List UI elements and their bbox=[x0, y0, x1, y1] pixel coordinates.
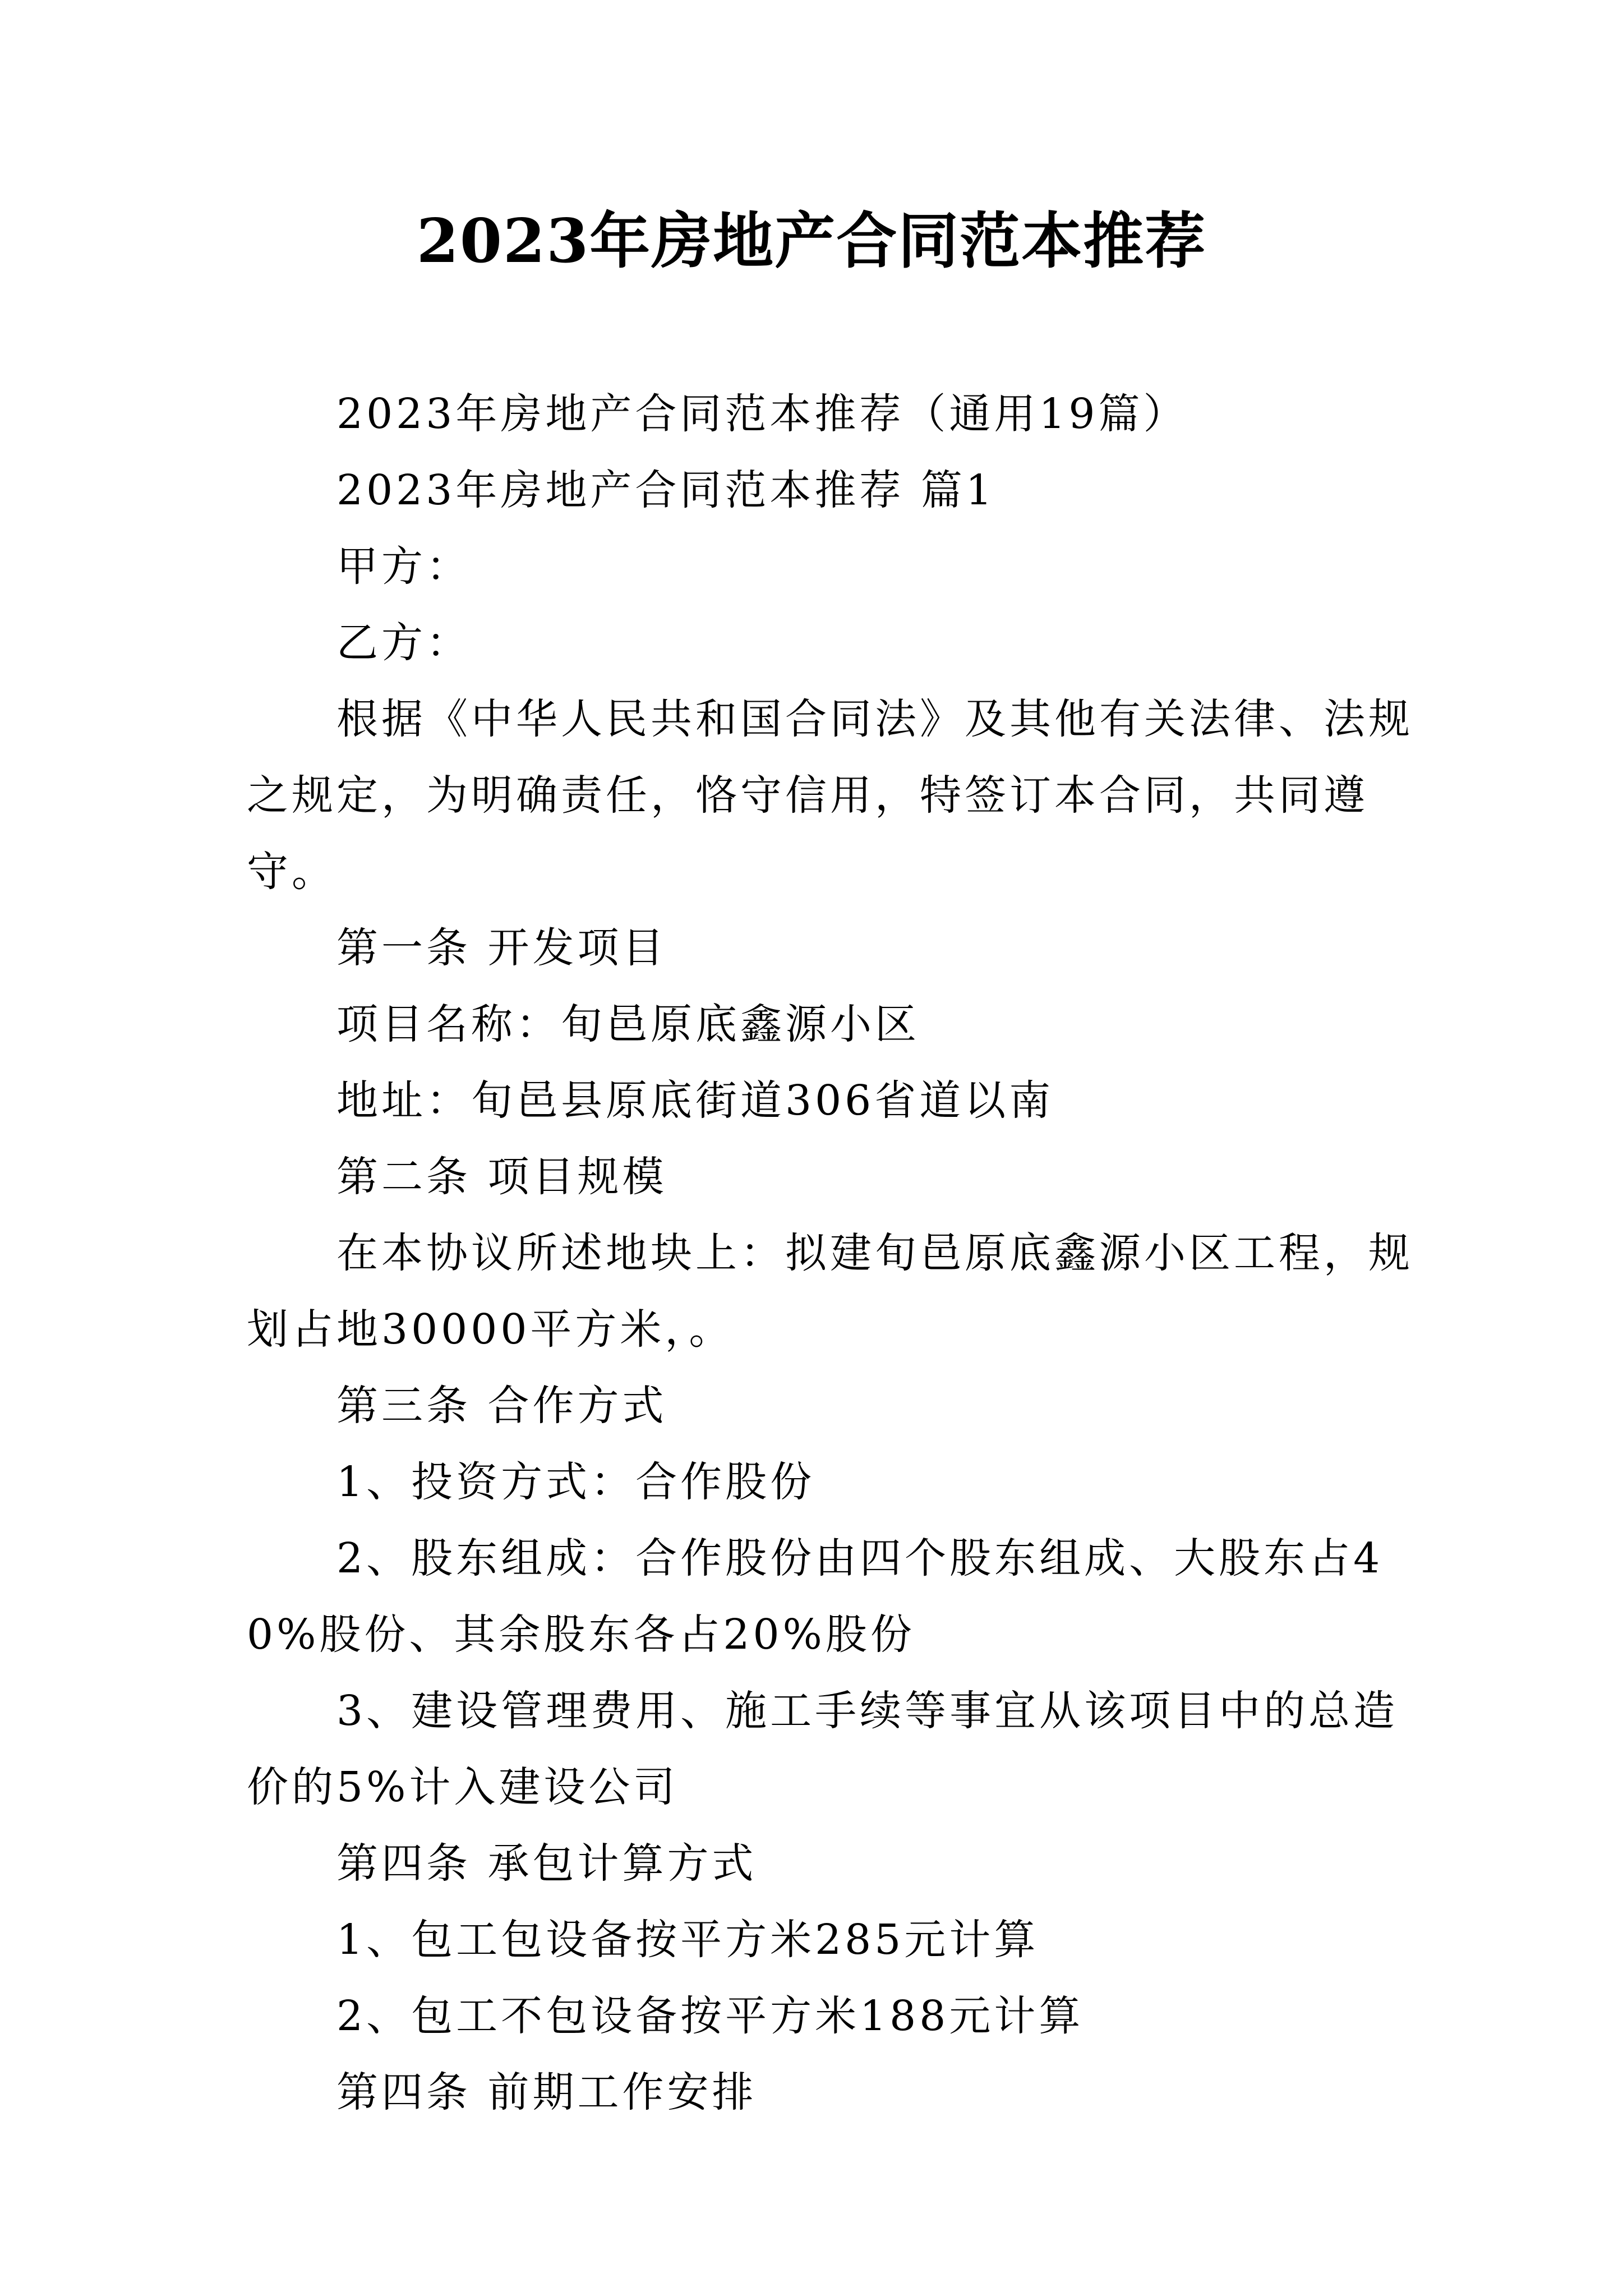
paragraph-article-4: 第四条 承包计算方式 bbox=[336, 1839, 757, 1888]
paragraph-price-without-equipment: 2、包工不包设备按平方米188元计算 bbox=[336, 1992, 1084, 2040]
document-title: 2023年房地产合同范本推荐 bbox=[416, 206, 1207, 277]
paragraph-section-heading: 2023年房地产合同范本推荐 篇1 bbox=[336, 466, 995, 514]
paragraph-investment: 1、投资方式：合作股份 bbox=[336, 1458, 815, 1506]
paragraph-shareholders: 2、股东组成：合作股份由四个股东组成、大股东占40%股份、其余股东各占20%股份 bbox=[247, 1534, 1384, 1659]
paragraph-project-name: 项目名称：旬邑原底鑫源小区 bbox=[336, 1000, 920, 1048]
paragraph-party-b: 乙方： bbox=[336, 619, 471, 667]
paragraph-address: 地址：旬邑县原底街道306省道以南 bbox=[336, 1076, 1054, 1125]
paragraph-article-1: 第一条 开发项目 bbox=[336, 924, 667, 972]
paragraph-preamble: 根据《中华人民共和国合同法》及其他有关法律、法规之规定，为明确责任，恪守信用，特签订本合同，共同遵守。 bbox=[247, 695, 1413, 896]
paragraph-party-a: 甲方： bbox=[336, 542, 471, 591]
paragraph-article-3: 第三条 合作方式 bbox=[336, 1382, 667, 1430]
paragraph-article-4-preparation: 第四条 前期工作安排 bbox=[336, 2068, 757, 2116]
document-body bbox=[247, 376, 1413, 2131]
paragraph-article-2: 第二条 项目规模 bbox=[336, 1153, 667, 1201]
paragraph-scale: 在本协议所述地块上：拟建旬邑原底鑫源小区工程，规划占地30000平方米，。 bbox=[247, 1229, 1413, 1354]
paragraph-management-fee: 3、建设管理费用、施工手续等事宜从该项目中的总造价的5%计入建设公司 bbox=[247, 1687, 1399, 1811]
paragraph-price-with-equipment: 1、包工包设备按平方米285元计算 bbox=[336, 1916, 1039, 1964]
paragraph-subtitle: 2023年房地产合同范本推荐（通用19篇） bbox=[336, 390, 1188, 438]
